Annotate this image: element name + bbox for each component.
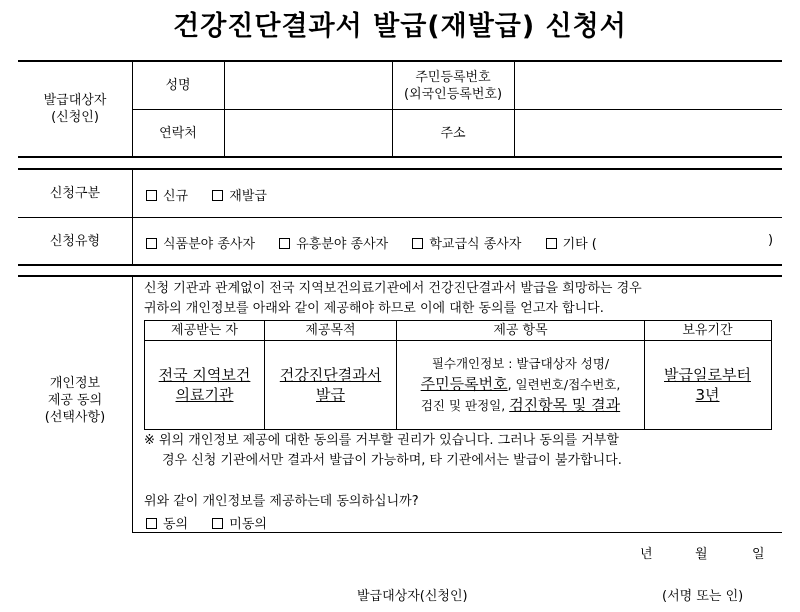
checkbox-icon bbox=[212, 518, 223, 529]
option-food[interactable] bbox=[146, 237, 255, 252]
consent-question: 위와 같이 개인정보를 제공하는데 동의하십니까? bbox=[144, 494, 419, 509]
rrn-field[interactable] bbox=[515, 62, 782, 109]
consent-intro-line-2: 귀하의 개인정보를 아래와 같이 제공해야 하므로 이에 대한 동의를 얻고자 합니다. bbox=[144, 301, 604, 316]
divider bbox=[132, 532, 782, 533]
option-school-meal[interactable] bbox=[412, 237, 521, 252]
option-label: 미동의 bbox=[229, 517, 267, 532]
option-reissue[interactable] bbox=[212, 189, 267, 204]
items-line-1: 필수개인정보 : 발급대상자 성명/ bbox=[431, 355, 610, 371]
option-agree[interactable] bbox=[146, 517, 188, 532]
items-line-3-start: 검진 및 판정일, bbox=[420, 397, 510, 413]
items-line-2 bbox=[421, 374, 621, 395]
table-purpose bbox=[265, 341, 396, 428]
request-type-options bbox=[146, 185, 287, 204]
option-disagree[interactable] bbox=[212, 517, 267, 532]
checkbox-icon bbox=[546, 238, 557, 249]
other-close-paren: ) bbox=[768, 233, 774, 248]
option-label: 기타 ( bbox=[562, 237, 597, 252]
consent-notice-line-2: 경우 신청 기관에서만 결과서 발급이 가능하며, 타 기관에서는 발급이 불가합니다. bbox=[162, 453, 622, 468]
items-results: 검진항목 및 결과 bbox=[509, 395, 621, 414]
rrn-label-sub: (외국인등록번호) bbox=[403, 86, 503, 102]
option-label: 식품분야 종사자 bbox=[163, 237, 256, 252]
table-period bbox=[645, 341, 770, 428]
option-label: 재발급 bbox=[229, 189, 267, 204]
recipient-line-1: 전국 지역보건 bbox=[158, 365, 251, 384]
period-line-1: 발급일로부터 bbox=[664, 365, 751, 384]
request-category-options bbox=[146, 233, 617, 252]
divider bbox=[132, 275, 133, 533]
contact-label: 연락처 bbox=[159, 125, 197, 141]
applicant-sublabel: (신청인) bbox=[51, 110, 99, 125]
recipient-line-2: 의료기관 bbox=[175, 385, 234, 404]
option-other[interactable] bbox=[546, 237, 597, 252]
items-rrn: 주민등록번호 bbox=[420, 374, 508, 393]
request-type-label: 신청구분 bbox=[49, 186, 101, 201]
date-month-label: 월 bbox=[695, 547, 708, 562]
items-line-3 bbox=[421, 395, 620, 416]
signer-label: 발급대상자(신청인) bbox=[357, 589, 468, 604]
contact-field[interactable] bbox=[225, 110, 392, 156]
date-year-label: 년 bbox=[640, 547, 653, 562]
table-header-purpose: 제공목적 bbox=[305, 323, 356, 338]
table-recipient bbox=[145, 341, 264, 428]
checkbox-icon bbox=[279, 238, 290, 249]
name-field[interactable] bbox=[225, 62, 392, 109]
option-label: 학교급식 종사자 bbox=[429, 237, 522, 252]
option-label: 유흥분야 종사자 bbox=[296, 237, 389, 252]
consent-label-3: (선택사항) bbox=[44, 409, 106, 425]
address-field[interactable] bbox=[515, 110, 782, 156]
checkbox-icon bbox=[212, 190, 223, 201]
name-label: 성명 bbox=[165, 78, 191, 93]
divider bbox=[132, 168, 133, 265]
option-new[interactable] bbox=[146, 189, 188, 204]
purpose-line-1: 건강진단결과서 bbox=[279, 365, 382, 384]
sign-hint: (서명 또는 인) bbox=[662, 589, 744, 604]
checkbox-icon bbox=[146, 190, 157, 201]
address-label: 주소 bbox=[440, 125, 466, 141]
applicant-label: 발급대상자 bbox=[43, 93, 107, 108]
page-title: 건강진단결과서 발급(재발급) 신청서 bbox=[173, 11, 627, 42]
consent-label-1: 개인정보 bbox=[49, 375, 101, 391]
checkbox-icon bbox=[412, 238, 423, 249]
consent-label bbox=[18, 340, 132, 460]
option-label: 동의 bbox=[163, 517, 189, 532]
table-header-recipient: 제공받는 자 bbox=[171, 323, 238, 338]
consent-notice-line-1: ※ 위의 개인정보 제공에 대한 동의를 거부할 권리가 있습니다. 그러나 동의를 거부할 bbox=[144, 433, 619, 448]
consent-label-2: 제공 동의 bbox=[47, 392, 103, 408]
option-label: 신규 bbox=[163, 189, 189, 204]
date-day-label: 일 bbox=[752, 547, 765, 562]
checkbox-icon bbox=[146, 518, 157, 529]
period-line-2: 3년 bbox=[695, 385, 720, 404]
applicant-section-label bbox=[18, 62, 132, 156]
consent-intro-line-1: 신청 기관과 관계없이 전국 지역보건의료기관에서 건강진단결과서 발급을 희망하는 경우 bbox=[144, 281, 642, 296]
table-header-items: 제공 항목 bbox=[493, 323, 548, 338]
rrn-label-main: 주민등록번호 bbox=[415, 69, 491, 85]
checkbox-icon bbox=[146, 238, 157, 249]
rrn-label bbox=[392, 62, 514, 109]
table-items bbox=[397, 341, 644, 428]
table-header-period: 보유기간 bbox=[682, 323, 733, 338]
consent-options bbox=[146, 513, 287, 532]
items-line-2-rest: , 일련번호/접수번호, bbox=[507, 376, 621, 392]
option-entertainment[interactable] bbox=[279, 237, 388, 252]
request-category-label: 신청유형 bbox=[49, 233, 101, 249]
purpose-line-2: 발급 bbox=[316, 385, 345, 404]
